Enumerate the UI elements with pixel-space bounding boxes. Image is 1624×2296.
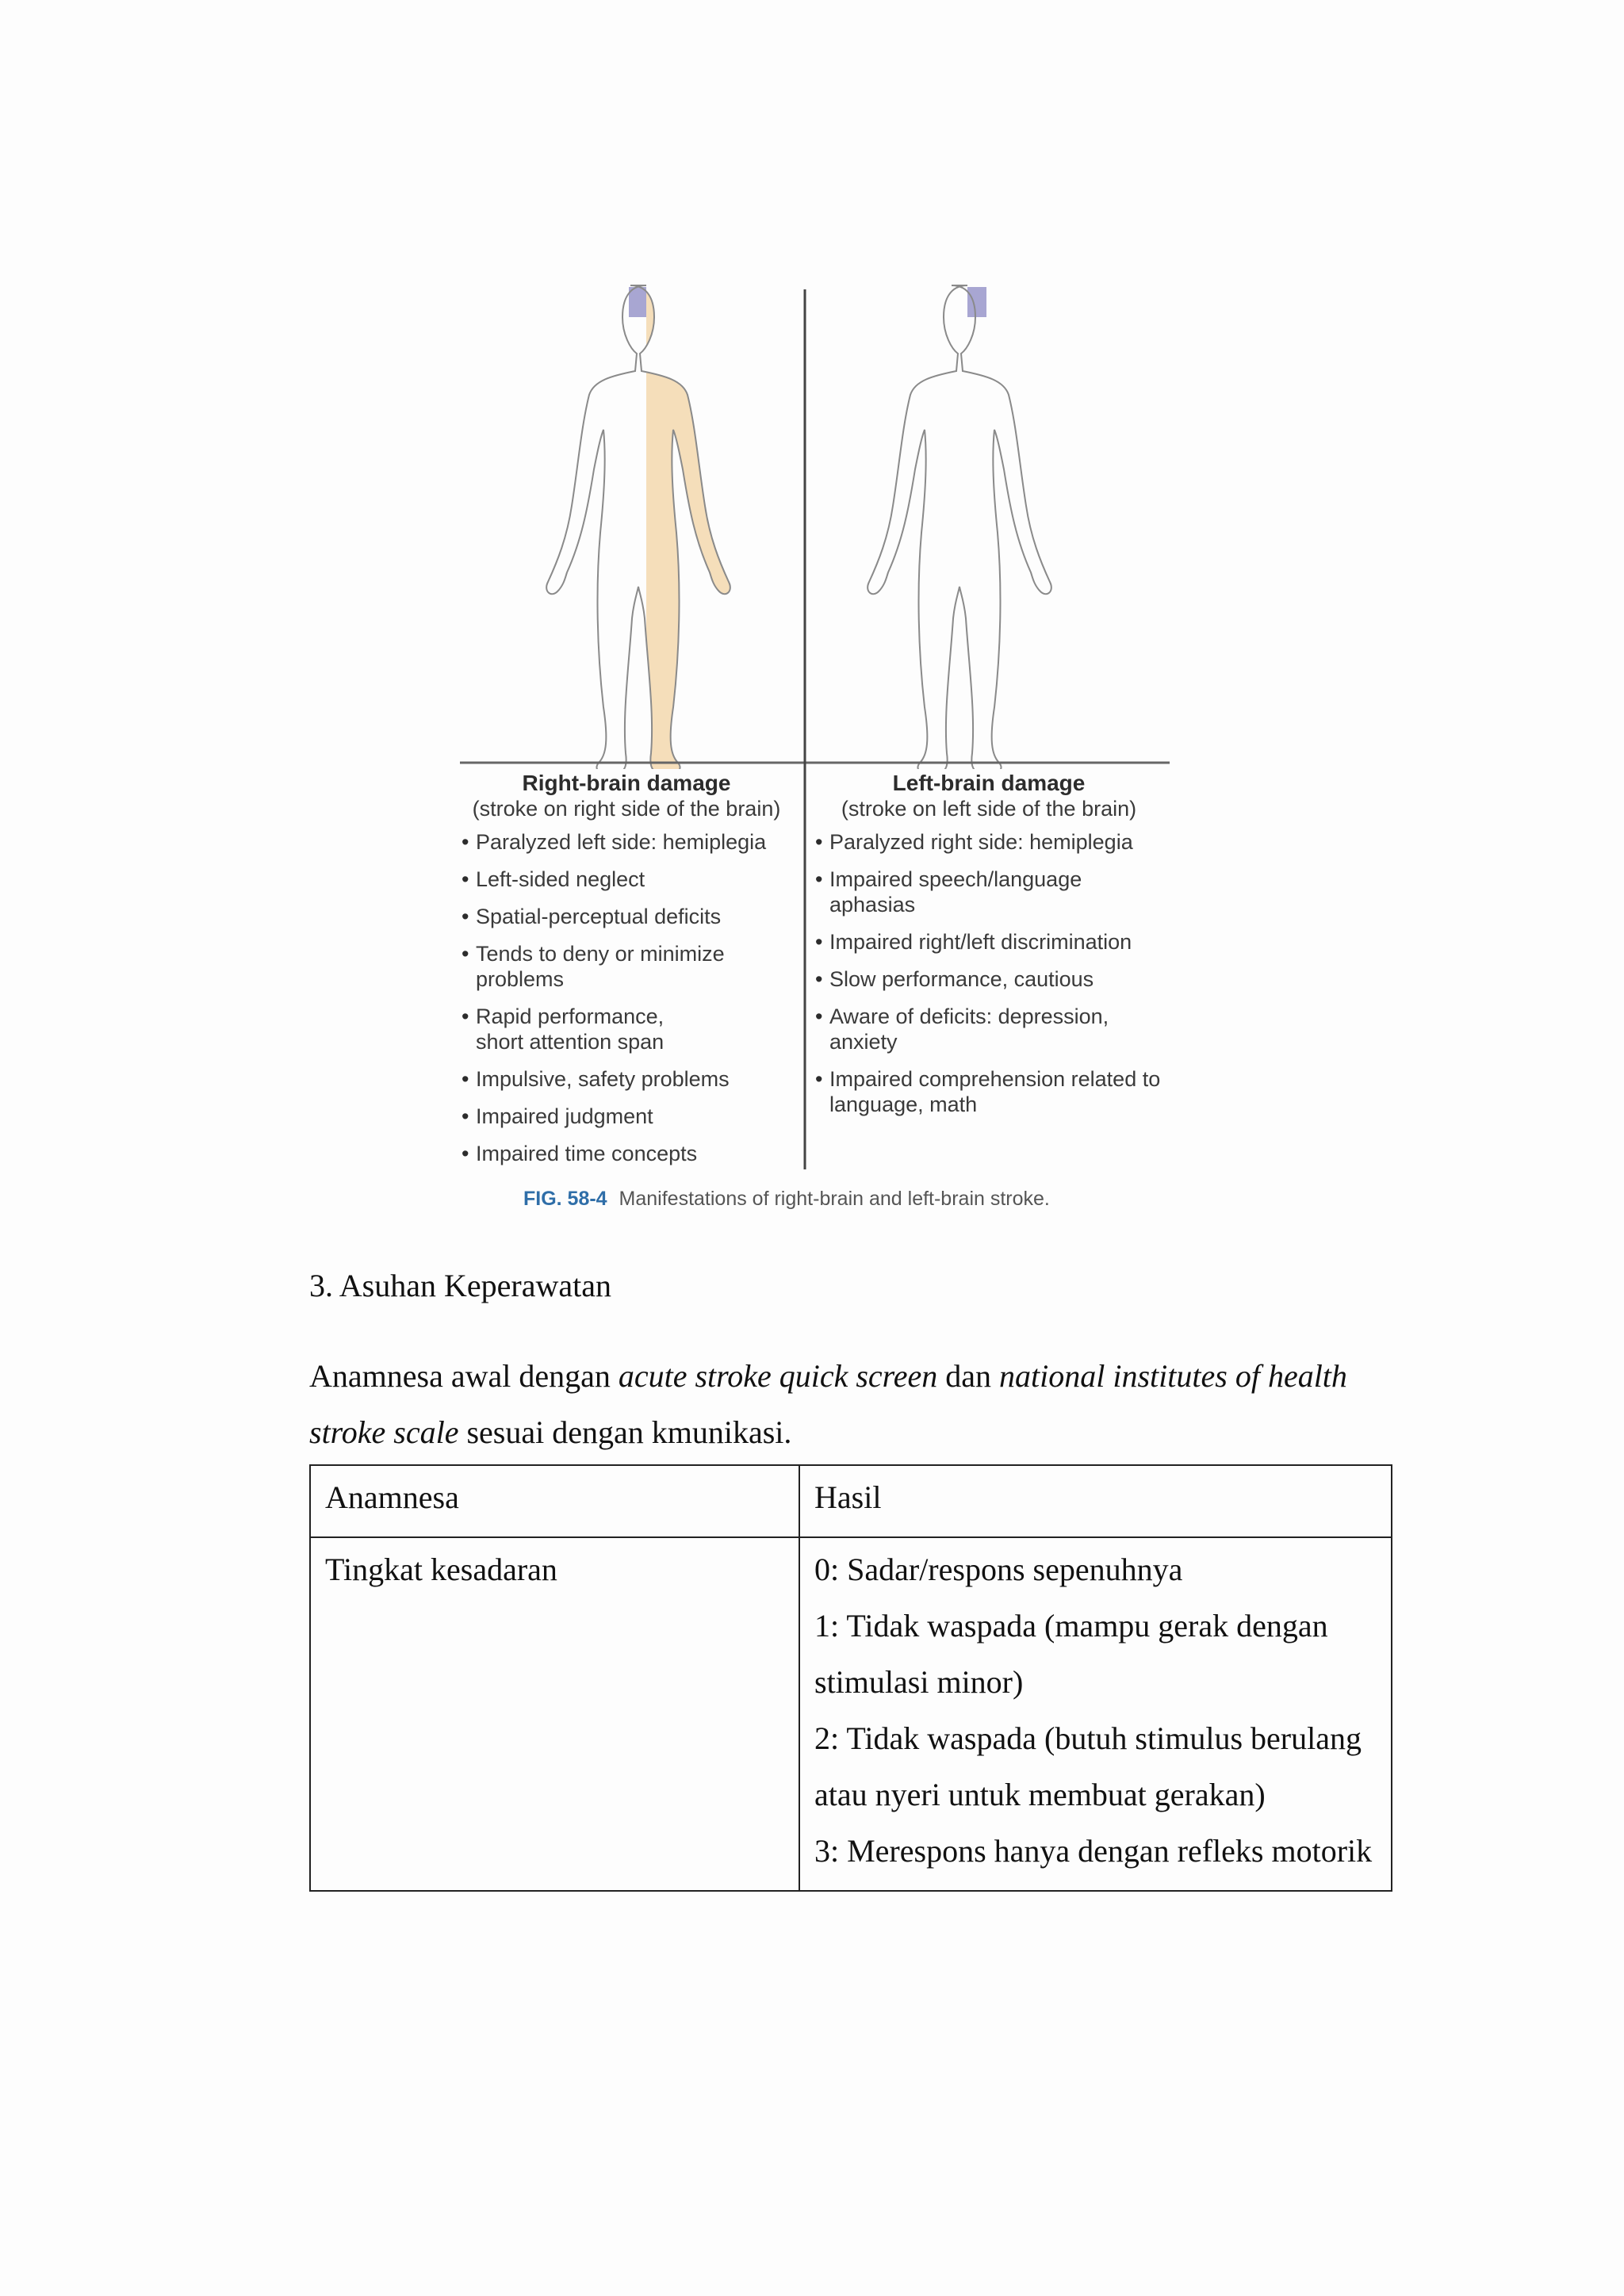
list-item: • Left-sided neglect bbox=[457, 867, 801, 892]
left-brain-title: Left-brain damage bbox=[892, 771, 1086, 795]
table-header-cell: Hasil bbox=[799, 1465, 1392, 1537]
right-brain-column bbox=[452, 771, 801, 1178]
list-item: • Impaired time concepts bbox=[457, 1141, 801, 1166]
figure-caption-text: Manifestations of right-brain and left-brain stroke. bbox=[619, 1188, 1050, 1210]
list-item: • Paralyzed right side: hemiplegia bbox=[810, 829, 1167, 855]
anamnesa-table bbox=[309, 1464, 1392, 1892]
scale-item: 3: Merespons hanya dengan refleks motorik bbox=[814, 1833, 1373, 1869]
list-item: • Impaired right/left discrimination bbox=[810, 929, 1167, 955]
left-brain-column bbox=[810, 771, 1167, 1129]
intro-emphasis: acute stroke quick screen bbox=[618, 1358, 938, 1394]
intro-text: Anamnesa awal dengan bbox=[309, 1358, 619, 1394]
list-item: • Impaired comprehension related to language, math bbox=[810, 1066, 1170, 1117]
list-item: • Tends to deny or minimize problems bbox=[457, 941, 745, 992]
left-brain-body bbox=[868, 285, 1051, 769]
right-brain-subtitle: (stroke on right side of the brain) bbox=[472, 797, 781, 821]
stroke-figure bbox=[452, 277, 1174, 1213]
scale-item: 2: Tidak waspada (butuh stimulus berulang atau nyeri untuk membuat gerakan) bbox=[814, 1720, 1362, 1812]
table-header-cell: Anamnesa bbox=[310, 1465, 799, 1537]
intro-text: sesuai dengan kmunikasi. bbox=[458, 1414, 792, 1450]
right-brain-list bbox=[452, 829, 801, 1166]
intro-paragraph bbox=[309, 1348, 1396, 1460]
body-illustration bbox=[452, 277, 1174, 769]
table-cell bbox=[799, 1537, 1392, 1891]
list-item: • Aware of deficits: depression, anxiety bbox=[810, 1004, 1147, 1054]
list-item: • Rapid performance, short attention span bbox=[457, 1004, 706, 1054]
figure-caption bbox=[523, 1188, 1050, 1211]
left-brain-subtitle: (stroke on left side of the brain) bbox=[841, 797, 1137, 821]
scale-item: 1: Tidak waspada (mampu gerak dengan stimulasi minor) bbox=[814, 1608, 1328, 1700]
intro-text: dan bbox=[937, 1358, 1000, 1394]
scale-item: 0: Sadar/respons sepenuhnya bbox=[814, 1552, 1183, 1587]
list-item: • Impulsive, safety problems bbox=[457, 1066, 801, 1092]
intro-emphasis: national institutes of health stroke scale bbox=[309, 1358, 1347, 1450]
figure-label: FIG. 58-4 bbox=[523, 1188, 607, 1210]
left-brain-list bbox=[810, 829, 1167, 1117]
list-item: • Spatial-perceptual deficits bbox=[457, 904, 801, 929]
list-item: • Slow performance, cautious bbox=[810, 966, 1167, 992]
table-row bbox=[310, 1537, 1392, 1891]
right-brain-body bbox=[546, 285, 730, 769]
right-brain-title: Right-brain damage bbox=[522, 771, 731, 795]
table-header-row bbox=[310, 1465, 1392, 1537]
table-cell: Tingkat kesadaran bbox=[310, 1537, 799, 1891]
list-item: • Paralyzed left side: hemiplegia bbox=[457, 829, 801, 855]
list-item: • Impaired judgment bbox=[457, 1104, 801, 1129]
list-item: • Impaired speech/language aphasias bbox=[810, 867, 1091, 917]
section-heading: 3. Asuhan Keperawatan bbox=[309, 1268, 611, 1303]
